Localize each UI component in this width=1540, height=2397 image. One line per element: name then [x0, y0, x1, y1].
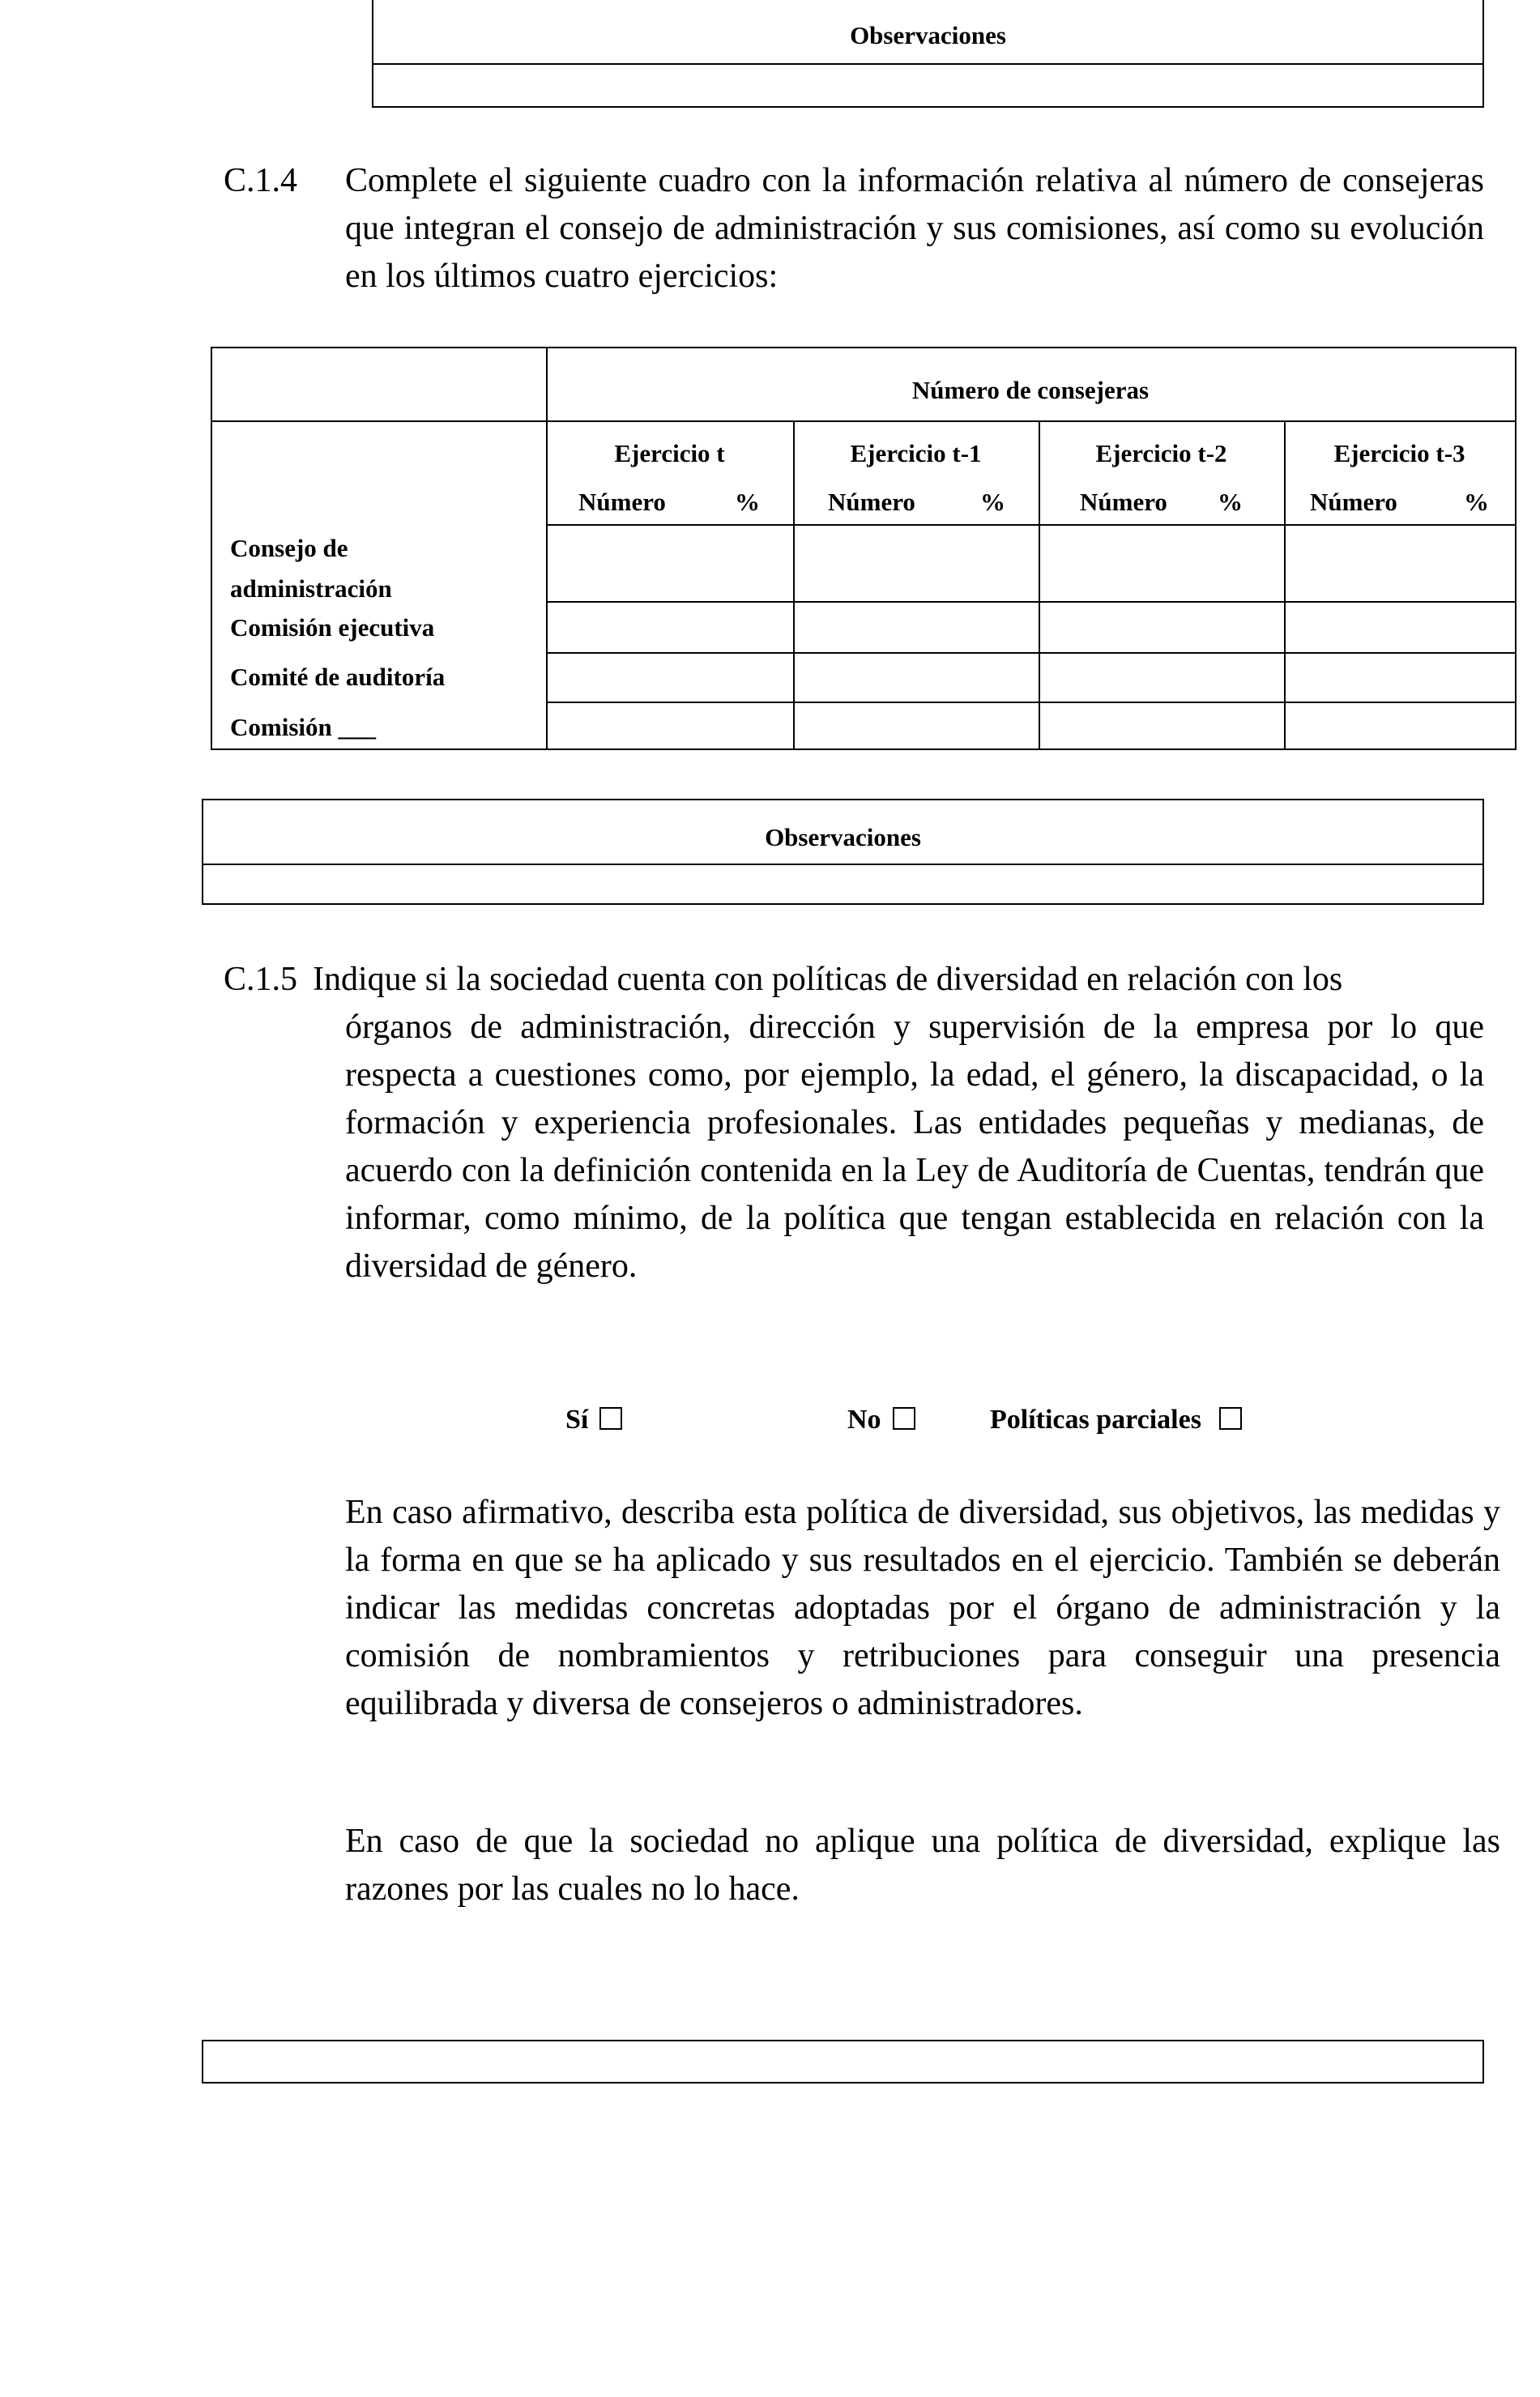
section-text-c14: Complete el siguiente cuadro con la información relativa al número de consejeras que integran el consejo de administración y sus comisiones, así como su evolución en los últimos cuatro ejercicios: — [345, 162, 1484, 295]
section-number-c15: C.1.5 — [224, 961, 298, 998]
period-header: Ejercicio t-2 — [1095, 439, 1227, 467]
row-label-comision-ejecutiva: Comisión ejecutiva — [230, 613, 435, 642]
subheader-pct: % — [1218, 488, 1243, 516]
checkbox-icon[interactable] — [893, 1407, 915, 1430]
observaciones-input[interactable] — [373, 65, 1482, 106]
option-si-label: Sí — [565, 1405, 589, 1435]
table-cell[interactable] — [795, 603, 1038, 651]
table-cell[interactable] — [548, 603, 792, 651]
row-label-comision: Comisión ___ — [230, 713, 376, 741]
subheader-numero: Número — [1310, 488, 1397, 516]
section-lead-c15: Indique si la sociedad cuenta con políticas de diversidad en relación con los — [313, 961, 1343, 998]
subheader-pct: % — [1464, 488, 1489, 516]
table-cell[interactable] — [795, 526, 1038, 600]
checkbox-icon[interactable] — [599, 1407, 622, 1430]
table-cell[interactable] — [1286, 703, 1515, 749]
table-cell[interactable] — [1286, 654, 1515, 701]
table-cell[interactable] — [1040, 703, 1283, 749]
table-header-numero-consejeras: Número de consejeras — [911, 376, 1150, 404]
period-header: Ejercicio t-3 — [1333, 439, 1465, 467]
table-cell[interactable] — [1040, 526, 1283, 600]
row-label-comite-auditoria: Comité de auditoría — [230, 663, 446, 691]
table-cell[interactable] — [795, 654, 1038, 701]
observaciones-title: Observaciones — [765, 823, 921, 851]
option-politicas-parciales[interactable] — [990, 1405, 1242, 1435]
subheader-numero: Número — [828, 488, 915, 516]
period-header: Ejercicio t-1 — [850, 439, 982, 467]
paragraph-affirmative: En caso afirmativo, describa esta política de diversidad, sus objetivos, las medidas y la forma en que se ha aplicado y sus resultados en el ejercicio. También se deberán indicar las medidas concretas adoptadas por el órgano de administración y la comisión de nombramientos y retribuciones para conseguir una presencia equilibrada y diversa de consejeros o administradores. — [345, 1494, 1500, 1722]
section-text-c15: órganos de administración, dirección y supervisión de la empresa por lo que respecta a cuestiones como, por ejemplo, la edad, el género, la discapacidad, o la formación y experiencia profesionales. Las entidades pequeñas y medianas, de acuerdo con la definición contenida en la Ley de Auditoría de Cuentas, tendrán que informar, como mínimo, de la política que tengan establecida en relación con la diversidad de género. — [345, 1009, 1484, 1285]
subheader-pct: % — [980, 488, 1005, 516]
table-cell[interactable] — [1040, 654, 1283, 701]
table-cell[interactable] — [548, 703, 792, 749]
table-cell[interactable] — [1040, 603, 1283, 651]
subheader-pct: % — [735, 488, 760, 516]
table-cell[interactable] — [548, 526, 792, 600]
table-cell[interactable] — [1286, 526, 1515, 600]
consejeras-table — [211, 347, 1517, 750]
option-no[interactable] — [847, 1405, 915, 1435]
checkbox-icon[interactable] — [1219, 1407, 1242, 1430]
section-number-c14: C.1.4 — [224, 162, 298, 199]
option-si[interactable] — [565, 1405, 622, 1435]
paragraph-negative: En caso de que la sociedad no aplique una política de diversidad, explique las razones por las cuales no lo hace. — [345, 1823, 1500, 1908]
observaciones-box-top — [372, 0, 1484, 108]
subheader-numero: Número — [578, 488, 666, 516]
option-no-label: No — [847, 1405, 881, 1435]
observaciones-box-mid — [202, 799, 1484, 905]
option-parciales-label: Políticas parciales — [990, 1405, 1201, 1435]
period-header: Ejercicio t — [614, 439, 725, 467]
row-label-consejo: Consejo de administración — [230, 534, 392, 603]
table-cell[interactable] — [1286, 603, 1515, 651]
answer-box[interactable] — [202, 2040, 1484, 2084]
observaciones-title: Observaciones — [850, 21, 1006, 49]
subheader-numero: Número — [1080, 488, 1167, 516]
table-cell[interactable] — [795, 703, 1038, 749]
table-cell[interactable] — [548, 654, 792, 701]
observaciones-input[interactable] — [203, 865, 1482, 903]
